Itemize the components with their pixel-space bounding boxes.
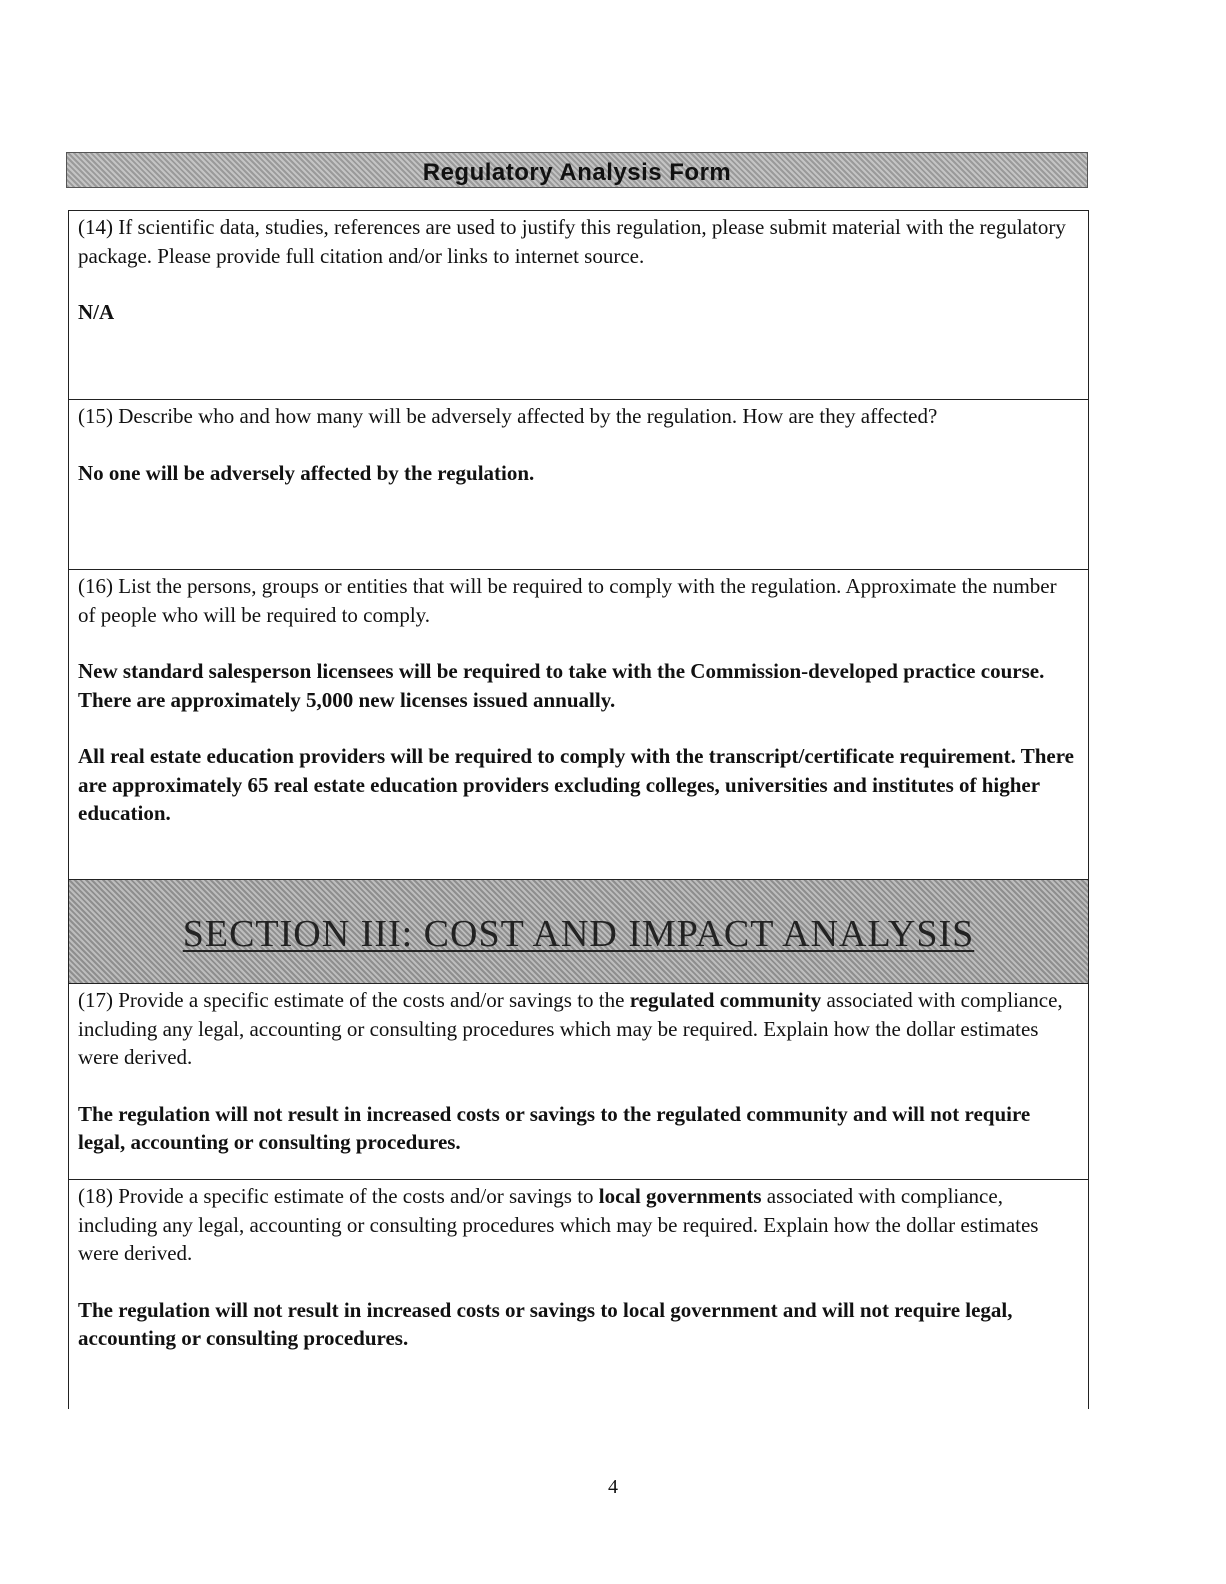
question-17-bold-term: regulated community <box>629 988 822 1012</box>
question-16-row <box>69 569 1088 879</box>
question-15-answer: No one will be adversely affected by the regulation. <box>78 460 535 485</box>
question-16-answer-1: New standard salesperson licensees will be required to take with the Commission-developed practice course. There are approximately 5,000 new licenses issued annually. <box>78 659 1045 712</box>
form-header-bar <box>66 152 1088 188</box>
question-18-answer: The regulation will not result in increased costs or savings to local government and will not require legal, accounting or consulting procedures. <box>78 1297 1013 1350</box>
section-iii-title: SECTION III: COST AND IMPACT ANALYSIS <box>182 912 975 955</box>
question-16-text: (16) List the persons, groups or entities that will be required to comply with the regulation. Approximate the number of people who will be required to comply. <box>78 574 1057 627</box>
form-table <box>68 210 1089 1409</box>
question-17-text: (17) Provide a specific estimate of the costs and/or savings to the regulated community associated with compliance, including any legal, accounting or consulting procedures which may be required. Explain how the dollar estimates were derived. <box>78 988 1063 1069</box>
question-14-row <box>69 210 1088 399</box>
question-18-bold-term: local governments <box>598 1184 762 1208</box>
question-15-row <box>69 399 1088 569</box>
form-title: Regulatory Analysis Form <box>422 159 732 186</box>
question-18-text: (18) Provide a specific estimate of the costs and/or savings to local governments associated with compliance, including any legal, accounting or consulting procedures which may be required. Explain how the dollar estimates were derived. <box>78 1184 1039 1265</box>
question-17-row <box>69 983 1088 1179</box>
question-14-text: (14) If scientific data, studies, references are used to justify this regulation, please submit material with the regulatory package. Please provide full citation and/or links to internet source. <box>78 215 1066 268</box>
question-18-row <box>69 1179 1088 1409</box>
question-16-answer-2: All real estate education providers will be required to comply with the transcript/certificate requirement. There are approximately 65 real estate education providers excluding colleges, universities and institutes of higher education. <box>78 744 1074 825</box>
question-15-text: (15) Describe who and how many will be adversely affected by the regulation. How are they affected? <box>78 404 938 428</box>
section-iii-banner <box>69 879 1088 983</box>
question-17-answer: The regulation will not result in increased costs or savings to the regulated community and will not require legal, accounting or consulting procedures. <box>78 1101 1031 1154</box>
page-number: 4 <box>608 1476 618 1498</box>
question-14-answer: N/A <box>78 300 115 324</box>
